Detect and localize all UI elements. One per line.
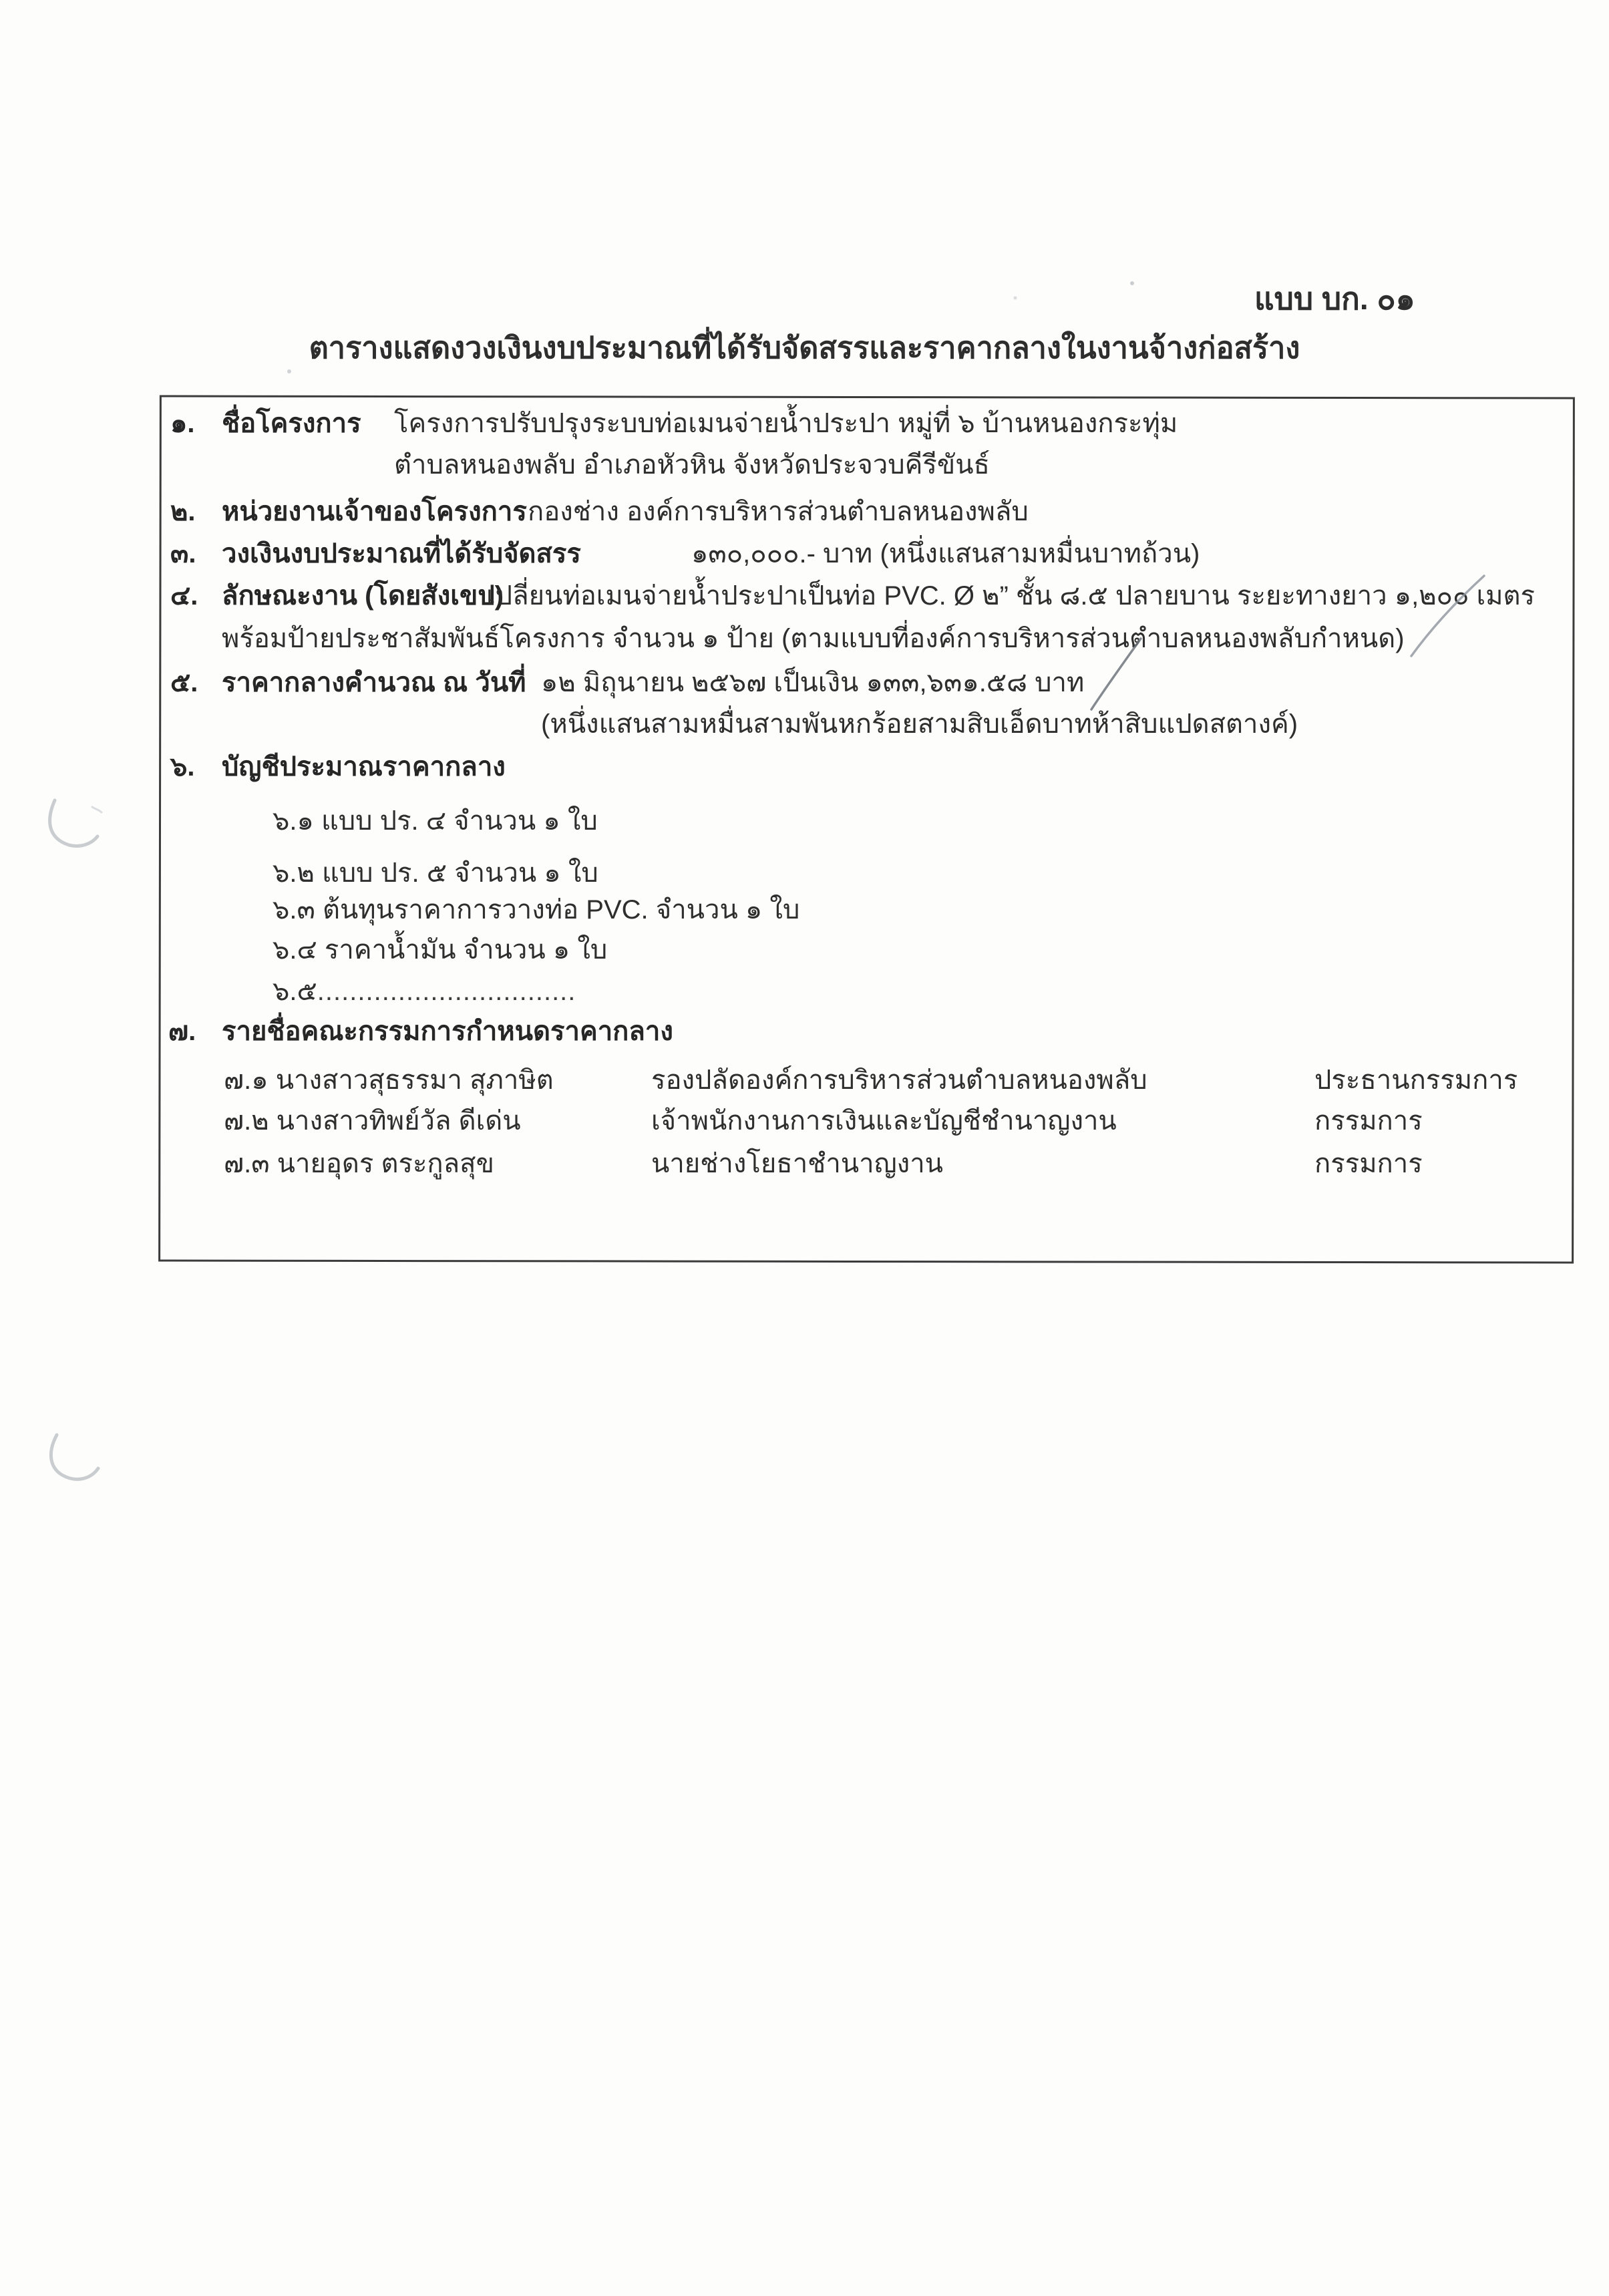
hole-punch-mark-lower bbox=[51, 1435, 98, 1479]
item-6-sub-3: ๖.๓ ต้นทุนราคาการวางท่อ PVC. จำนวน ๑ ใบ bbox=[273, 895, 800, 925]
item-1-label: ชื่อโครงการ bbox=[222, 409, 361, 438]
item-6-label: บัญชีประมาณราคากลาง bbox=[222, 752, 506, 782]
committee-member-role: กรรมการ bbox=[1314, 1149, 1423, 1178]
item-1-value-line-1: โครงการปรับปรุงระบบท่อเมนจ่ายน้ำประปา หมู่ที่ ๖ บ้านหนองกระทุ่ม bbox=[394, 409, 1178, 438]
committee-member-name: ๗.๒ นางสาวทิพย์วัล ดีเด่น bbox=[224, 1106, 521, 1136]
committee-member-name: ๗.๑ นางสาวสุธรรมา สุภาษิต bbox=[224, 1065, 554, 1095]
item-2-label: หน่วยงานเจ้าของโครงการ bbox=[222, 497, 527, 526]
item-6-number: ๖. bbox=[170, 752, 195, 782]
item-1-value-line-2: ตำบลหนองพลับ อำเภอหัวหิน จังหวัดประจวบคีรีขันธ์ bbox=[394, 450, 990, 480]
hole-punch-mark-upper-tick bbox=[92, 807, 102, 812]
item-6-sub-4: ๖.๔ ราคาน้ำมัน จำนวน ๑ ใบ bbox=[273, 935, 608, 965]
item-6-sub-5-dotted-line: ................................ bbox=[317, 977, 576, 1006]
item-6-sub-5 bbox=[273, 974, 576, 1009]
scan-speck bbox=[1014, 297, 1017, 300]
item-3-value: ๑๓๐,๐๐๐.- บาท (หนึ่งแสนสามหมื่นบาทถ้วน) bbox=[691, 539, 1200, 568]
item-5-value-line-2: (หนึ่งแสนสามหมื่นสามพันหกร้อยสามสิบเอ็ดบาทห้าสิบแปดสตางค์) bbox=[541, 709, 1298, 739]
committee-member-name: ๗.๓ นายอุดร ตระกูลสุข bbox=[224, 1149, 494, 1178]
item-5-label: ราคากลางคำนวณ ณ วันที่ bbox=[222, 668, 526, 697]
item-3-label: วงเงินงบประมาณที่ได้รับจัดสรร bbox=[222, 539, 581, 568]
item-7-label: รายชื่อคณะกรรมการกำหนดราคากลาง bbox=[222, 1017, 673, 1046]
item-4-label: ลักษณะงาน (โดยสังเขป) bbox=[222, 581, 504, 611]
item-6-sub-1: ๖.๑ แบบ ปร. ๔ จำนวน ๑ ใบ bbox=[273, 806, 598, 836]
item-4-value-line-2: พร้อมป้ายประชาสัมพันธ์โครงการ จำนวน ๑ ป้าย (ตามแบบที่องค์การบริหารส่วนตำบลหนองพลับกำหนด) bbox=[222, 624, 1405, 653]
committee-member-position: เจ้าพนักงานการเงินและบัญชีชำนาญงาน bbox=[651, 1106, 1117, 1136]
scan-speck bbox=[287, 369, 291, 373]
item-1-number: ๑. bbox=[170, 409, 195, 438]
committee-member-role: ประธานกรรมการ bbox=[1314, 1065, 1518, 1095]
committee-member-role: กรรมการ bbox=[1314, 1106, 1423, 1136]
item-2-value: กองช่าง องค์การบริหารส่วนตำบลหนองพลับ bbox=[528, 497, 1029, 526]
item-6-sub-5-number: ๖.๕ bbox=[273, 977, 317, 1006]
item-3-number: ๓. bbox=[170, 539, 196, 568]
item-4-number: ๔. bbox=[170, 581, 198, 611]
item-5-value-line-1: ๑๒ มิถุนายน ๒๕๖๗ เป็นเงิน ๑๓๓,๖๓๑.๕๘ บาท bbox=[541, 668, 1085, 697]
document-title: ตารางแสดงวงเงินงบประมาณที่ได้รับจัดสรรและราคากลางในงานจ้างก่อสร้าง bbox=[309, 331, 1300, 365]
item-7-number: ๗. bbox=[168, 1017, 196, 1046]
item-2-number: ๒. bbox=[170, 497, 196, 526]
item-5-number: ๕. bbox=[170, 668, 198, 697]
committee-member-position: รองปลัดองค์การบริหารส่วนตำบลหนองพลับ bbox=[651, 1065, 1147, 1095]
committee-member-position: นายช่างโยธาชำนาญงาน bbox=[651, 1149, 944, 1178]
form-code: แบบ บก. ๐๑ bbox=[1254, 281, 1415, 316]
scan-speck bbox=[1130, 281, 1134, 285]
item-4-value-line-1: เปลี่ยนท่อเมนจ่ายน้ำประปาเป็นท่อ PVC. Ø ๒” ชั้น ๘.๕ ปลายบาน ระยะทางยาว ๑,๒๐๐ เมตร bbox=[486, 581, 1535, 611]
hole-punch-mark-upper bbox=[50, 800, 98, 846]
item-6-sub-2: ๖.๒ แบบ ปร. ๕ จำนวน ๑ ใบ bbox=[273, 858, 598, 888]
